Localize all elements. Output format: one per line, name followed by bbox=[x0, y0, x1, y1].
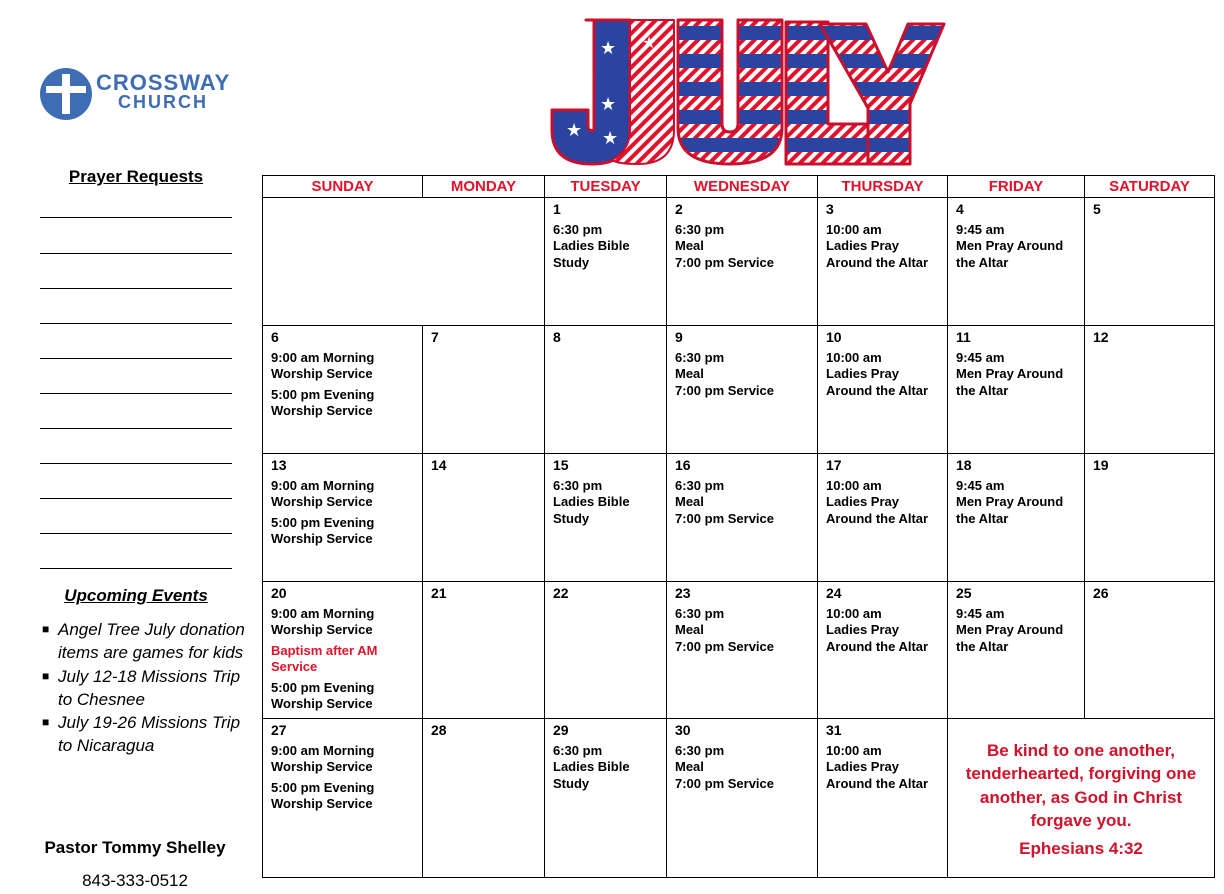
header-monday: MONDAY bbox=[423, 176, 545, 198]
event-line: Ladies Bible bbox=[553, 759, 630, 774]
day-number: 7 bbox=[431, 329, 439, 345]
prayer-line bbox=[40, 568, 232, 569]
event-line: Men Pray Around bbox=[956, 238, 1064, 253]
event-line: the Altar bbox=[956, 510, 1009, 526]
day-number: 2 bbox=[675, 201, 683, 217]
event-line: 6:30 pm bbox=[675, 221, 725, 237]
day-cell bbox=[948, 582, 1085, 719]
church-name-line2: CHURCH bbox=[118, 92, 208, 112]
week-row bbox=[263, 582, 1215, 719]
day-number: 9 bbox=[675, 329, 683, 345]
event-line: Men Pray Around bbox=[956, 494, 1064, 509]
event-line: Ladies Pray bbox=[826, 494, 899, 509]
day-cell bbox=[667, 326, 818, 454]
header-friday: FRIDAY bbox=[948, 176, 1085, 198]
event-line: 7:00 pm Service bbox=[675, 775, 775, 791]
day-cell bbox=[1085, 582, 1215, 719]
week-row bbox=[263, 198, 1215, 326]
bullet-icon: ■ bbox=[42, 715, 50, 730]
weekday-header-row bbox=[263, 176, 1215, 198]
day-number: 16 bbox=[675, 457, 691, 473]
pastor-phone: 843-333-0512 bbox=[82, 871, 188, 890]
day-number: 30 bbox=[675, 722, 691, 738]
event-line: 10:00 am bbox=[826, 349, 882, 365]
event-line: Ladies Bible bbox=[553, 238, 630, 253]
bible-verse-reference: Ephesians 4:32 bbox=[1019, 838, 1143, 858]
day-number: 10 bbox=[826, 329, 842, 345]
day-cell bbox=[667, 454, 818, 582]
bullet-icon: ■ bbox=[42, 622, 50, 636]
day-cell bbox=[263, 454, 423, 582]
day-cell bbox=[545, 326, 667, 454]
svg-text:★: ★ bbox=[578, 68, 595, 89]
event-line: Worship Service bbox=[271, 622, 373, 637]
day-cell bbox=[263, 326, 423, 454]
pastor-name: Pastor Tommy Shelley bbox=[44, 838, 226, 857]
day-number: 6 bbox=[271, 329, 279, 345]
event-line: Ladies Pray bbox=[826, 622, 899, 637]
week-row bbox=[263, 326, 1215, 454]
svg-text:★: ★ bbox=[600, 38, 617, 59]
event-line: 5:00 pm Evening bbox=[271, 779, 375, 795]
event-item: ■ July 12-18 Missions Trip to Chesnee bbox=[42, 666, 241, 709]
prayer-line bbox=[40, 358, 232, 359]
day-number: 21 bbox=[431, 585, 447, 601]
event-line: 6:30 pm bbox=[675, 605, 725, 621]
day-number: 11 bbox=[956, 329, 971, 345]
prayer-line bbox=[40, 323, 232, 324]
event-line: 9:45 am bbox=[956, 605, 1005, 621]
day-cell bbox=[263, 719, 423, 878]
prayer-line bbox=[40, 217, 232, 218]
event-line: Around the Altar bbox=[826, 638, 929, 654]
event-line: Meal bbox=[675, 494, 704, 509]
day-cell bbox=[818, 719, 948, 878]
event-line: 6:30 pm bbox=[553, 742, 603, 758]
event-line: 6:30 pm bbox=[675, 742, 725, 758]
bullet-icon: ■ bbox=[42, 668, 50, 683]
day-number: 18 bbox=[956, 457, 972, 473]
baptism-note: Baptism after AM bbox=[271, 642, 378, 658]
event-line: 10:00 am bbox=[826, 742, 882, 758]
event-line: Worship Service bbox=[271, 759, 373, 774]
day-cell bbox=[423, 326, 545, 454]
event-line: 5:00 pm Evening bbox=[271, 514, 375, 530]
prayer-line bbox=[40, 393, 232, 394]
day-number: 14 bbox=[431, 457, 447, 473]
event-line: Study bbox=[553, 775, 590, 791]
prayer-line bbox=[40, 288, 232, 289]
day-number: 12 bbox=[1093, 329, 1109, 345]
day-number: 17 bbox=[826, 457, 842, 473]
upcoming-events-list bbox=[40, 618, 255, 758]
day-cell bbox=[818, 326, 948, 454]
event-line: 9:45 am bbox=[956, 349, 1005, 365]
empty-day-cell bbox=[263, 198, 545, 326]
event-line: Meal bbox=[675, 238, 704, 253]
event-line: Around the Altar bbox=[826, 382, 929, 398]
day-cell bbox=[818, 454, 948, 582]
header-wednesday: WEDNESDAY bbox=[667, 176, 818, 198]
day-number: 4 bbox=[956, 201, 964, 217]
day-number: 23 bbox=[675, 585, 691, 601]
day-number: 3 bbox=[826, 201, 834, 217]
upcoming-events-title: Upcoming Events bbox=[64, 586, 208, 605]
event-line: 9:00 am Morning bbox=[271, 742, 375, 758]
event-line: 10:00 am bbox=[826, 221, 882, 237]
day-number: 26 bbox=[1093, 585, 1109, 601]
day-number: 29 bbox=[553, 722, 569, 738]
day-cell bbox=[948, 454, 1085, 582]
event-line: Worship Service bbox=[271, 366, 373, 381]
event-line: 9:00 am Morning bbox=[271, 477, 375, 493]
calendar-grid bbox=[262, 175, 1215, 878]
day-number: 8 bbox=[553, 329, 561, 345]
prayer-requests-title: Prayer Requests bbox=[68, 167, 204, 186]
svg-text:★: ★ bbox=[602, 128, 619, 149]
event-line: Around the Altar bbox=[826, 510, 929, 526]
event-line: Meal bbox=[675, 366, 704, 381]
svg-text:★: ★ bbox=[642, 33, 657, 52]
day-number: 19 bbox=[1093, 457, 1109, 473]
prayer-line bbox=[40, 253, 232, 254]
prayer-line bbox=[40, 428, 232, 429]
event-line: the Altar bbox=[956, 382, 1009, 398]
event-line: Ladies Bible bbox=[553, 494, 630, 509]
svg-text:★: ★ bbox=[600, 94, 617, 115]
day-cell bbox=[1085, 326, 1215, 454]
event-line: 5:00 pm Evening bbox=[271, 679, 375, 695]
event-item: ■ July 19-26 Missions Trip to Nicaragua bbox=[42, 713, 241, 756]
event-line: Men Pray Around bbox=[956, 366, 1064, 381]
event-line: Meal bbox=[675, 759, 704, 774]
event-line: Worship Service bbox=[271, 494, 373, 509]
event-line: Study bbox=[553, 510, 590, 526]
day-number: 24 bbox=[826, 585, 842, 601]
event-line: 6:30 pm bbox=[553, 221, 603, 237]
day-cell bbox=[818, 582, 948, 719]
july-title bbox=[548, 12, 948, 172]
event-line: 7:00 pm Service bbox=[675, 510, 775, 526]
event-line: 6:30 pm bbox=[553, 477, 603, 493]
day-number: 15 bbox=[553, 457, 569, 473]
day-cell bbox=[1085, 454, 1215, 582]
event-line: 10:00 am bbox=[826, 477, 882, 493]
week-row bbox=[263, 454, 1215, 582]
event-line: 9:00 am Morning bbox=[271, 349, 375, 365]
event-line: the Altar bbox=[956, 638, 1009, 654]
event-line: 9:45 am bbox=[956, 221, 1005, 237]
day-number: 28 bbox=[431, 722, 447, 738]
event-line: 9:45 am bbox=[956, 477, 1005, 493]
event-line: 9:00 am Morning bbox=[271, 605, 375, 621]
day-cell bbox=[667, 582, 818, 719]
header-saturday: SATURDAY bbox=[1085, 176, 1215, 198]
header-tuesday: TUESDAY bbox=[545, 176, 667, 198]
event-line: 10:00 am bbox=[826, 605, 882, 621]
bible-verse-cell bbox=[948, 719, 1215, 878]
bible-verse-text: Be kind to one another, tenderhearted, forgiving one another, as God in Christ forgave you. bbox=[965, 740, 1197, 831]
day-cell bbox=[818, 198, 948, 326]
letter-u bbox=[678, 20, 782, 164]
day-cell bbox=[423, 454, 545, 582]
event-line: Men Pray Around bbox=[956, 622, 1064, 637]
day-number: 20 bbox=[271, 585, 287, 601]
header-sunday: SUNDAY bbox=[263, 176, 423, 198]
event-line: Study bbox=[553, 254, 590, 270]
event-line: 5:00 pm Evening bbox=[271, 386, 375, 402]
day-number: 25 bbox=[956, 585, 972, 601]
day-cell bbox=[263, 582, 423, 719]
day-number: 31 bbox=[826, 722, 842, 738]
day-number: 5 bbox=[1093, 201, 1101, 217]
day-cell bbox=[545, 719, 667, 878]
day-cell bbox=[667, 198, 818, 326]
svg-text:★: ★ bbox=[564, 38, 581, 59]
event-line: 6:30 pm bbox=[675, 477, 725, 493]
baptism-note: Service bbox=[271, 659, 318, 674]
day-number: 1 bbox=[553, 201, 561, 217]
week-row bbox=[263, 719, 1215, 878]
cross-icon bbox=[40, 68, 92, 120]
church-name-line1: CROSSWAY bbox=[96, 70, 231, 95]
event-line: Ladies Pray bbox=[826, 366, 899, 381]
prayer-line bbox=[40, 463, 232, 464]
day-number: 27 bbox=[271, 722, 287, 738]
event-line: 6:30 pm bbox=[675, 349, 725, 365]
event-item: ■ Angel Tree July donation items are games for kids bbox=[42, 620, 245, 663]
day-cell bbox=[423, 719, 545, 878]
day-cell bbox=[1085, 198, 1215, 326]
event-line: Around the Altar bbox=[826, 254, 929, 270]
event-line: Worship Service bbox=[271, 531, 373, 546]
prayer-line bbox=[40, 533, 232, 534]
event-line: Worship Service bbox=[271, 403, 373, 418]
event-line: 7:00 pm Service bbox=[675, 638, 775, 654]
event-line: Worship Service bbox=[271, 796, 373, 811]
day-cell bbox=[667, 719, 818, 878]
header-thursday: THURSDAY bbox=[818, 176, 948, 198]
day-cell bbox=[948, 326, 1085, 454]
day-number: 13 bbox=[271, 457, 287, 473]
event-line: Worship Service bbox=[271, 696, 373, 711]
event-line: 7:00 pm Service bbox=[675, 382, 775, 398]
event-line: Meal bbox=[675, 622, 704, 637]
event-line: the Altar bbox=[956, 254, 1009, 270]
event-line: Around the Altar bbox=[826, 775, 929, 791]
prayer-line bbox=[40, 498, 232, 499]
svg-text:★: ★ bbox=[566, 120, 583, 141]
event-line: 7:00 pm Service bbox=[675, 254, 775, 270]
day-cell bbox=[545, 198, 667, 326]
day-cell bbox=[545, 582, 667, 719]
day-cell bbox=[423, 582, 545, 719]
event-line: Ladies Pray bbox=[826, 759, 899, 774]
day-cell bbox=[948, 198, 1085, 326]
day-cell bbox=[545, 454, 667, 582]
event-line: Ladies Pray bbox=[826, 238, 899, 253]
church-logo bbox=[40, 66, 260, 122]
day-number: 22 bbox=[553, 585, 569, 601]
